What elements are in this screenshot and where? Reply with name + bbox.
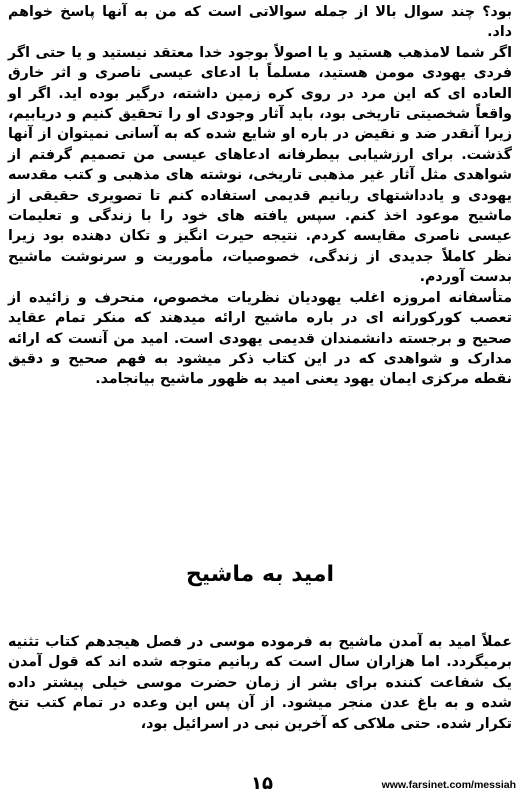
intro-text [8, 2, 512, 390]
section-paragraph-1: عملاً امید به آمدن ماشیح به فرموده موسی در فصل هیجدهم کتاب تثنیه برمیگردد. اما هزاران سال است که ربانیم متوجه شده اند که قول آمدن یک شفاعت کننده برای بشر از زمان حضرت موسی خیلی پیشتر داده شده و به باغ عدن منجر میشود. از آن پس این وعده در تمام کتب تنخ تکرار شده. حتی ملاکی که آخرین نبی در اسرائیل بود، [8, 634, 512, 732]
page-number: ۱۵ [251, 773, 273, 794]
site-url: www.farsinet.com/messiah [381, 779, 516, 791]
section-heading: امید به ماشیح [185, 562, 335, 587]
intro-paragraph-2: اگر شما لامذهب هستید و یا اصولاً بوجود خدا معتقد نیستید و یا حتی اگر فردی یهودی مومن هستید، مسلماً با ادعای عیسی ناصری و اثر خارق العاده ای که این مرد در روی کره زمین داشته، درگیر بوده اید. اگر او واقعاً شخصیتی تاریخی بود، باید آثار وجودی او را تحقیق کنیم و دریابیم، زیرا آنقدر ضد و نقیض در باره او شایع شده که به آسانی نمیتوان از آنها گذشت. برای ارزشیابی بیطرفانه ادعاهای عیسی من تصمیم گرفتم از شواهدی مثل آثار غیر مذهبی تاریخی، نوشته های مذهبی و کتب مقدسه یهودی و یادداشتهای ربانیم قدیمی استفاده کنم تا تصویری حقیقی از ماشیح موعود اخذ کنم. سپس یافته های خود را با زندگی و تعلیمات عیسی ناصری مقایسه کردم. نتیجه حیرت انگیز و تکان دهنده بود زیرا نظر کاملاً جدیدی از زندگی، خصوصیات، مأموریت و سرنوشت ماشیح بدست آوردم. [8, 44, 512, 286]
section-body [8, 632, 512, 734]
intro-paragraph-1: بود؟ چند سوال بالا از جمله سوالاتی است که من به آنها پاسخ خواهم داد. [8, 4, 512, 41]
intro-paragraph-3: متأسفانه امروزه اغلب یهودیان نظریات مخصوص، منحرف و زائیده از تعصب کورکورانه ای در باره ماشیح ارائه میدهند که منکر تمام عقاید صحیح و برجسته دانشمندان قدیمی یهودی است. امید من آنست که ارائه مدارک و شواهدی که در این کتاب ذکر میشود به فهم صحیح و دقیق نقطه مرکزی ایمان یهود یعنی امید به ظهور ماشیح بیانجامد. [8, 289, 512, 388]
